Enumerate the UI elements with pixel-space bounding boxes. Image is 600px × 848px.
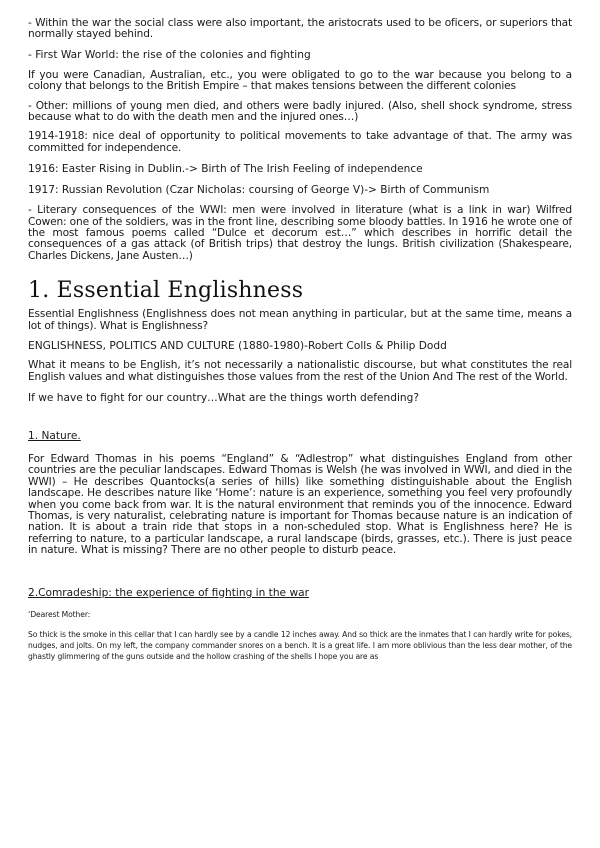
- paragraph-1914-1918: 1914-1918: nice deal of opportunity to political movements to take advantage of that. The army was committed for independence.: [28, 130, 572, 154]
- paragraph-other-consequences: - Other: millions of young men died, and others were badly injured. (Also, shell shock syndrome, stress because what to do with the death men and the injured ones…): [28, 99, 572, 124]
- subsection-title-comradeship: 2.Comradeship: the experience of fighting in the war: [28, 586, 309, 599]
- paragraph-1917-russian-revolution: 1917: Russian Revolution (Czar Nicholas: coursing of George V)-> Birth of Communism: [28, 184, 490, 197]
- paragraph-1916-easter-rising: 1916: Easter Rising in Dublin.-> Birth of The Irish Feeling of independence: [28, 163, 423, 176]
- paragraph-essential-englishness: Essential Englishness (Englishness does not mean anything in particular, but at the same time, means a lot of things). What is Englishness?: [28, 308, 572, 332]
- letter-body: So thick is the smoke in this cellar that I can hardly see by a candle 12 inches away. And so thick are the inmates that I can hardly write for pokes, nudges, and jolts. On my left, the company commander snores on a bench. It is a great life. I am more oblivious than the less dear mother, of the ghastly glimmering of the guns outside and the hollow crashing of the shells I hope you are as: [28, 629, 572, 661]
- paragraph-social-class: - Within the war the social class were also important, the aristocrats used to be oficers, or superiors that normally stayed behind.: [28, 17, 572, 41]
- paragraph-rise-of-colonies: - First War World: the rise of the colonies and fighting: [28, 48, 311, 61]
- subsection-title-nature: 1. Nature.: [28, 429, 81, 442]
- letter-salutation: ‘Dearest Mother:: [28, 609, 91, 619]
- paragraph-worth-defending: If we have to fight for our country…What are the things worth defending?: [28, 391, 419, 404]
- section-heading: 1. Essential Englishness: [28, 278, 304, 304]
- paragraph-nature-body: For Edward Thomas in his poems “England” & “Adlestrop” what distinguishes England from other countries are the peculiar landscapes. Edward Thomas is Welsh (he was involved in WWI, and died in the WWI) – He describes Quantocks(a series of hills) like something distinguishable about the English landscape. He describes nature like ‘Home’: nature is an experience, something you feel very profoundly when you come back from war. It is the natural environment that reminds you of the innocence. Edward Thomas, is very naturalist, celebrating nature is important for Thomas because nature is an indication of nation. It is about a train ride that stops in a non-scheduled stop. What is Englishness here? He is referring to nature, to a particular landscape, a rural landscape (birds, grasses, etc.). There is just peace in nature. What is missing? There are no other people to disturb peace.: [28, 452, 572, 557]
- paragraph-what-it-means: What it means to be English, it’s not necessarily a nationalistic discourse, but what constitutes the real English values and what distinguishes those values from the rest of the Union And The rest of the World.: [28, 359, 572, 383]
- paragraph-literary-consequences: - Literary consequences of the WWI: men were involved in literature (what is a link in war) Wilfred Cowen: one of the soldiers, was in the front line, describing some bloody battles. In 1916 he wrote one of the most famous poems called “Dulce et decorum est…” which describes in horrific detail the consequences of a gas attack (of British trips) that destroy the lungs. British civilization (Shakespeare, Charles Dickens, Jane Austen…): [28, 204, 572, 262]
- paragraph-book-reference: ENGLISHNESS, POLITICS AND CULTURE (1880-1980)-Robert Colls & Philip Dodd: [28, 340, 447, 353]
- paragraph-colonies-obligation: If you were Canadian, Australian, etc., you were obligated to go to the war because you belong to a colony that belongs to the British Empire – that makes tensions between the different colonies: [28, 68, 572, 93]
